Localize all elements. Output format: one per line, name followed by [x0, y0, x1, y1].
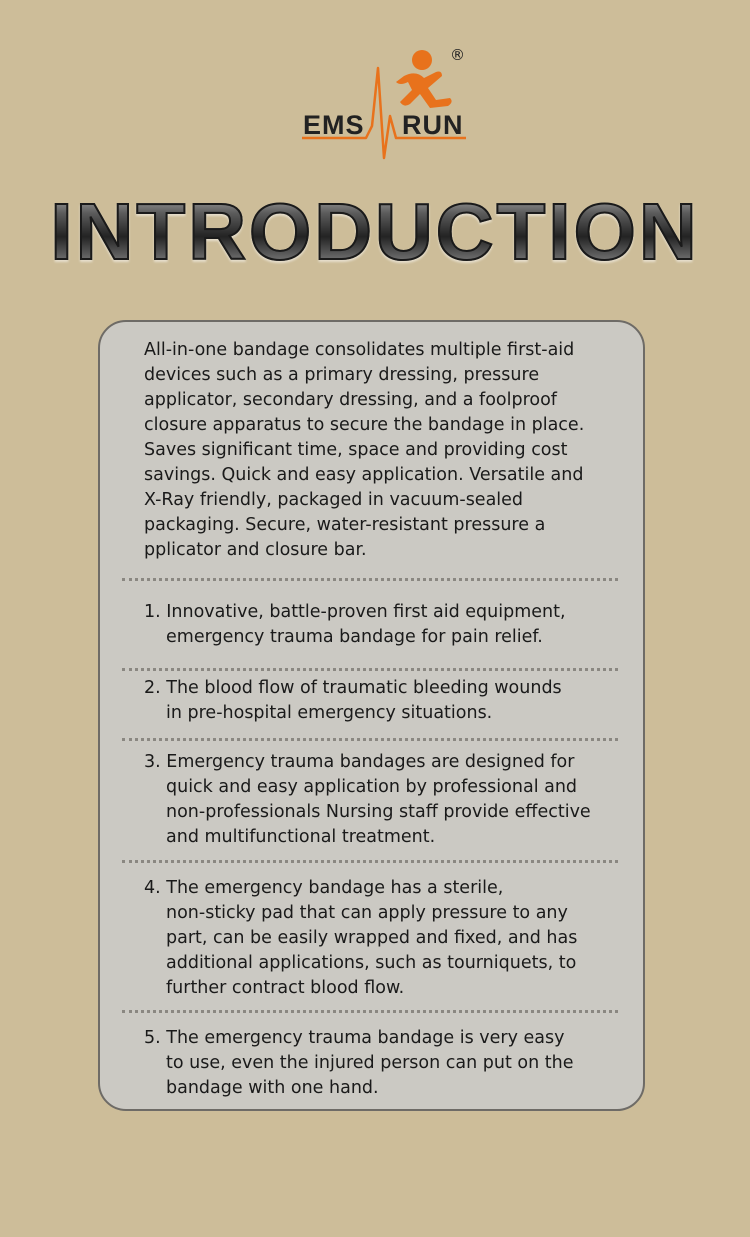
list-item [144, 600, 614, 650]
dotted-divider [122, 738, 618, 741]
brand-text-right: RUN [402, 110, 464, 140]
list-item-lead: 4. The emergency bandage has a sterile, [144, 878, 504, 898]
brand-text-left: EMS [303, 110, 365, 140]
list-item-lead: 3. Emergency trauma bandages are designed for [144, 752, 575, 772]
runner-heartbeat-icon [296, 46, 472, 164]
intro-card [98, 320, 645, 1111]
list-item [144, 676, 614, 726]
dotted-divider [122, 1010, 618, 1013]
page-title: INTRODUCTION [0, 186, 750, 278]
intro-paragraph: All-in-one bandage consolidates multiple first-aid devices such as a primary dressing, pressure applicator, secondary dressing, and a foolproof closure apparatus to secure the bandage in place. Saves significant time, space and providing cost savings. Quick and easy application. Versatile and X-Ray friendly, packaged in vacuum-sealed packaging. Secure, water-resistant pressure a pplicator and closure bar. [144, 340, 585, 560]
list-item [144, 1026, 614, 1101]
list-item-rest: in pre-hospital emergency situations. [166, 703, 493, 723]
list-item-lead: 5. The emergency trauma bandage is very easy [144, 1028, 565, 1048]
registered-mark: ® [450, 46, 465, 64]
list-item [144, 750, 614, 850]
emsrun-logo [296, 46, 472, 164]
dotted-divider [122, 860, 618, 863]
dotted-divider [122, 578, 618, 581]
list-item-lead: 1. Innovative, battle-proven first aid equipment, [144, 602, 566, 622]
list-item-rest: quick and easy application by professional and non-professionals Nursing staff provide effective and multifunctional treatment. [166, 777, 591, 847]
list-item-rest: to use, even the injured person can put on the bandage with one hand. [166, 1053, 574, 1098]
list-item-lead: 2. The blood flow of traumatic bleeding wounds [144, 678, 562, 698]
list-item-rest: non-sticky pad that can apply pressure to any part, can be easily wrapped and fixed, and has additional applications, such as tourniquets, to further contract blood flow. [166, 903, 578, 998]
dotted-divider [122, 668, 618, 671]
list-item [144, 876, 614, 1001]
list-item-rest: emergency trauma bandage for pain relief. [166, 627, 543, 647]
